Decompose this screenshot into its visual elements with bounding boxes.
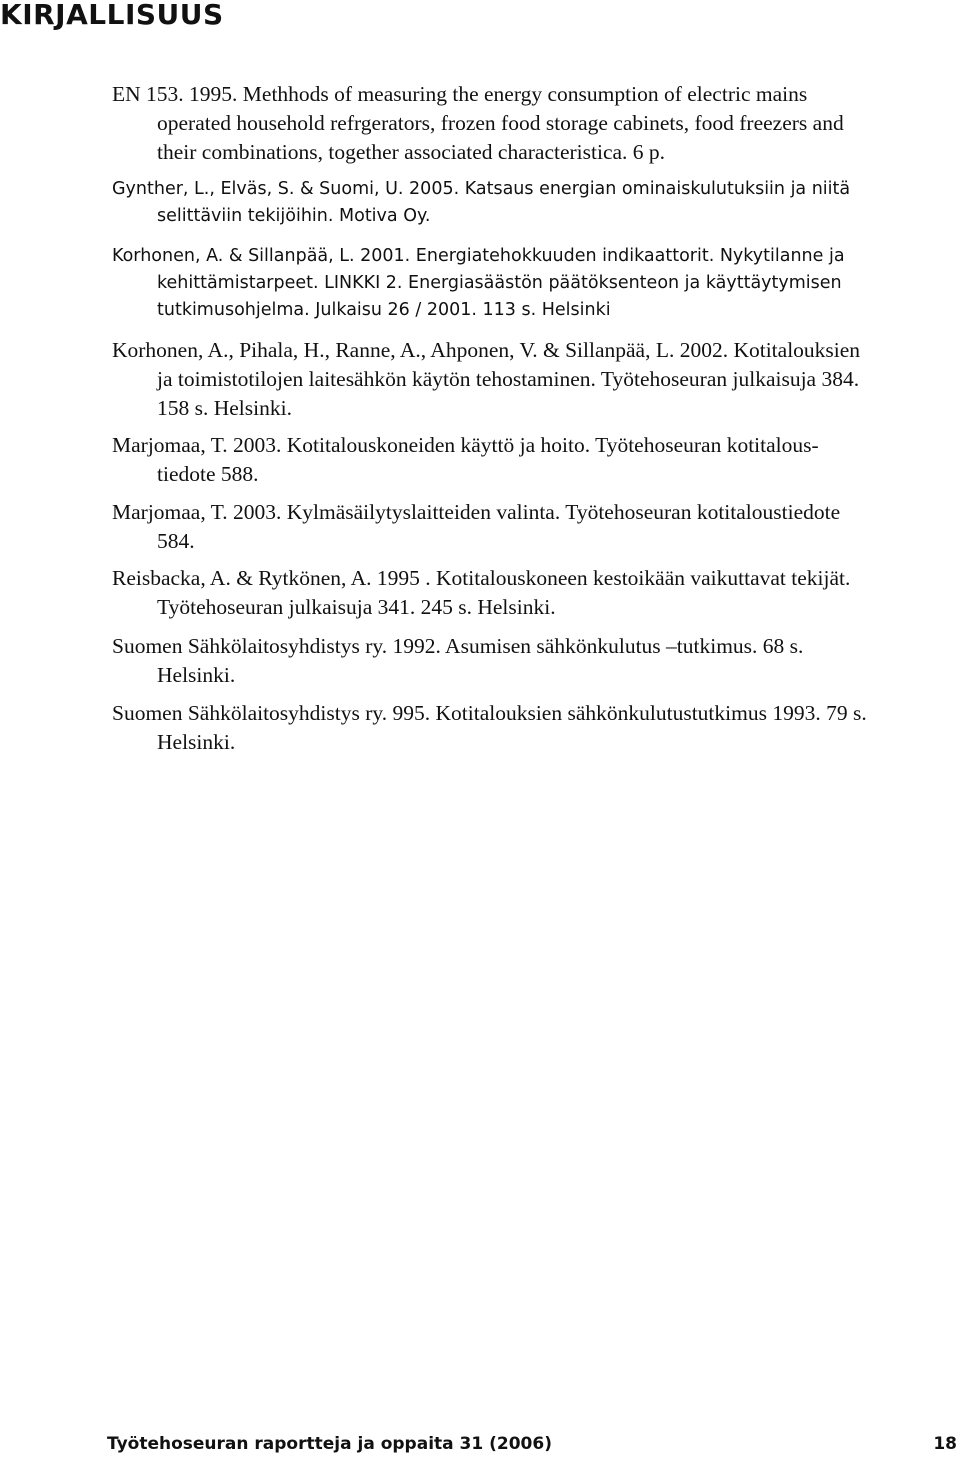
reference-line: Suomen Sähkölaitosyhdistys ry. 1992. Asumisen sähkönkulutus –tutkimus. 68 s. — [112, 634, 804, 658]
reference-line: Reisbacka, A. & Rytkönen, A. 1995 . Kotitalouskoneen kestoikään vaikuttavat tekijät. — [112, 566, 851, 590]
page-footer — [107, 1434, 957, 1458]
page-number: 18 — [933, 1434, 957, 1454]
reference-line: Korhonen, A., Pihala, H., Ranne, A., Ahponen, V. & Sillanpää, L. 2002. Kotitalouksien — [112, 338, 861, 362]
reference-line: Helsinki. — [157, 663, 236, 687]
reference-line: tutkimusohjelma. Julkaisu 26 / 2001. 113 s. Helsinki — [157, 300, 611, 320]
reference-gynther — [112, 176, 952, 230]
reference-line: Gynther, L., Elväs, S. & Suomi, U. 2005. Katsaus energian ominaiskulutuksiin ja niitä — [112, 179, 851, 199]
reference-line: 158 s. Helsinki. — [157, 396, 292, 420]
reference-line: Marjomaa, T. 2003. Kylmäsäilytyslaitteiden valinta. Työtehoseuran kotitaloustiedote — [112, 500, 841, 524]
reference-line: Korhonen, A. & Sillanpää, L. 2001. Energiatehokkuuden indikaattorit. Nykytilanne ja — [112, 246, 845, 266]
reference-line: their combinations, together associated characteristica. 6 p. — [157, 140, 666, 164]
reference-ssy-1992 — [112, 632, 952, 690]
reference-korhonen-2002 — [112, 336, 952, 423]
reference-line: kehittämistarpeet. LINKKI 2. Energiasäästön päätöksenteon ja käyttäytymisen — [157, 273, 842, 293]
reference-line: operated household refrgerators, frozen food storage cabinets, food freezers and — [157, 111, 844, 135]
reference-marjomaa-hoito — [112, 431, 952, 489]
reference-korhonen-2001 — [112, 243, 952, 324]
reference-line: tiedote 588. — [157, 462, 259, 486]
reference-line: ja toimistotilojen laitesähkön käytön tehostaminen. Työtehoseuran julkaisuja 384. — [157, 367, 860, 391]
reference-line: Marjomaa, T. 2003. Kotitalouskoneiden käyttö ja hoito. Työtehoseuran kotitalous- — [112, 433, 819, 457]
reference-reisbacka — [112, 564, 952, 622]
reference-ssy-995 — [112, 699, 952, 757]
page-heading: KIRJALLISUUS — [0, 0, 224, 31]
reference-line: Helsinki. — [157, 730, 236, 754]
footer-series-title: Työtehoseuran raportteja ja oppaita 31 (2006) — [107, 1434, 552, 1454]
reference-line: 584. — [157, 529, 195, 553]
reference-marjomaa-valinta — [112, 498, 952, 556]
reference-line: Työtehoseuran julkaisuja 341. 245 s. Helsinki. — [157, 595, 556, 619]
reference-line: selittäviin tekijöihin. Motiva Oy. — [157, 206, 431, 226]
reference-line: Suomen Sähkölaitosyhdistys ry. 995. Kotitalouksien sähkönkulutustutkimus 1993. 79 s. — [112, 701, 867, 725]
reference-en153 — [112, 80, 952, 167]
reference-line: EN 153. 1995. Methhods of measuring the energy consumption of electric mains — [112, 82, 808, 106]
